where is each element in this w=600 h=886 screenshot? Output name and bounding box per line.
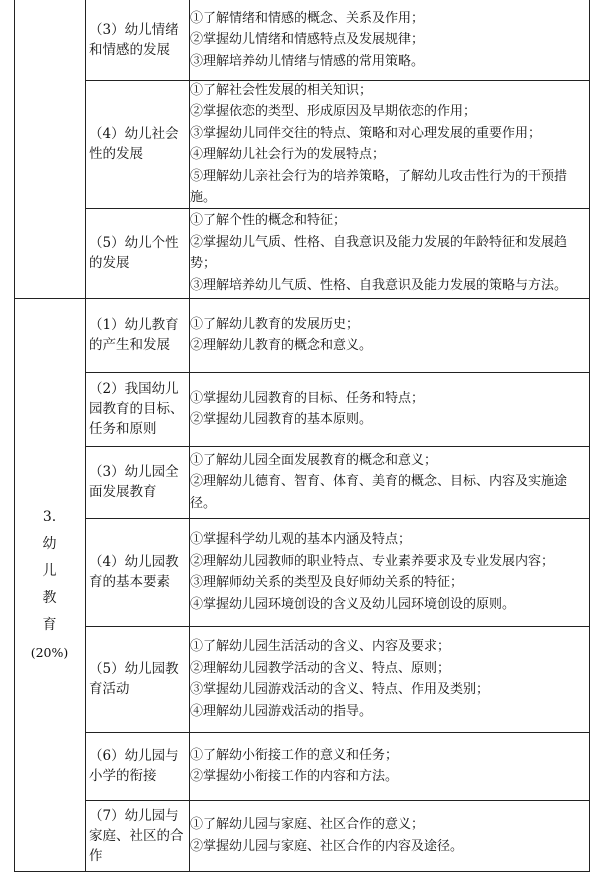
topic-cell bbox=[85, 372, 189, 446]
requirement-item: ③理解培养幼儿情绪与情感的常用策略。 bbox=[190, 53, 425, 69]
topic-cell bbox=[85, 0, 189, 80]
table-row bbox=[85, 0, 590, 80]
requirements-cell bbox=[189, 208, 590, 298]
topic-cell bbox=[85, 800, 189, 871]
requirement-item: ③理解师幼关系的类型及良好师幼关系的特征； bbox=[190, 575, 464, 590]
requirement-item: ④理解幼儿园游戏活动的指导。 bbox=[190, 703, 373, 719]
table-border-bottom bbox=[14, 871, 590, 872]
syllabus-table bbox=[14, 0, 590, 872]
topic-text: （7）幼儿园与家庭、社区的合作 bbox=[89, 807, 184, 864]
table-row bbox=[85, 446, 590, 518]
topic-text: （4）幼儿园教育的基本要素 bbox=[89, 554, 179, 590]
table-row bbox=[85, 800, 590, 871]
requirement-item: ②掌握幼儿气质、性格、自我意识及能力发展的年龄特征和发展趋势； bbox=[190, 234, 568, 271]
topic-text: （1）幼儿教育的产生和发展 bbox=[89, 317, 179, 353]
requirements-cell bbox=[189, 372, 590, 446]
table-row bbox=[85, 732, 590, 800]
requirement-item: ③掌握幼儿同伴交往的特点、策略和对心理发展的重要作用； bbox=[190, 125, 542, 141]
topic-cell bbox=[85, 208, 189, 298]
topic-cell bbox=[85, 446, 189, 518]
requirement-item: ①掌握幼儿园教育的目标、任务和特点； bbox=[190, 390, 425, 406]
requirement-item: ①了解个性的概念和特征； bbox=[190, 213, 347, 228]
requirement-item: ①了解幼儿教育的发展历史； bbox=[190, 316, 360, 332]
requirement-item: ②掌握幼儿园教育的基本原则。 bbox=[190, 412, 373, 427]
requirement-item: ③理解培养幼儿气质、性格、自我意识及能力发展的策略与方法。 bbox=[190, 277, 568, 293]
topic-cell bbox=[85, 80, 189, 208]
requirement-item: ②掌握幼小衔接工作的内容和方法。 bbox=[190, 769, 399, 784]
table-row bbox=[85, 298, 590, 372]
table-row bbox=[85, 372, 590, 446]
area-char: 幼 bbox=[42, 536, 57, 552]
requirement-item: ①掌握科学幼儿观的基本内涵及特点； bbox=[190, 532, 412, 547]
topic-cell bbox=[85, 732, 189, 800]
requirement-item: ①了解幼小衔接工作的意义和任务； bbox=[190, 747, 399, 763]
topic-text: （3）幼儿情绪和情感的发展 bbox=[89, 22, 179, 58]
requirements-cell bbox=[189, 800, 590, 871]
requirement-item: ④掌握幼儿园环境创设的含义及幼儿园环境创设的原则。 bbox=[190, 596, 516, 612]
table-row bbox=[85, 518, 590, 626]
requirement-item: ②理解幼儿园教学活动的含义、特点、原则； bbox=[190, 660, 451, 676]
topic-text: （6）幼儿园与小学的衔接 bbox=[89, 748, 179, 784]
requirement-item: ①了解社会性发展的相关知识； bbox=[190, 82, 373, 98]
requirement-item: ②理解幼儿教育的概念和意义。 bbox=[190, 338, 373, 353]
area-weight: (20%) bbox=[30, 645, 69, 660]
requirements-cell bbox=[189, 732, 590, 800]
topic-text: （3）幼儿园全面发展教育 bbox=[89, 464, 179, 500]
content-area-cell bbox=[14, 298, 85, 872]
requirement-item: ②掌握幼儿情绪和情感特点及发展规律； bbox=[190, 32, 425, 48]
requirement-item: ①了解幼儿园全面发展教育的概念和意义； bbox=[190, 452, 438, 468]
requirements-cell bbox=[189, 626, 590, 732]
requirement-item: ②掌握幼儿园与家庭、社区合作的内容及途径。 bbox=[190, 838, 464, 854]
area-number: 3. bbox=[42, 509, 57, 525]
requirements-cell bbox=[189, 80, 590, 208]
requirements-cell bbox=[189, 446, 590, 518]
topic-text: （4）幼儿社会性的发展 bbox=[89, 126, 179, 162]
requirement-item: ④理解幼儿社会行为的发展特点； bbox=[190, 147, 386, 162]
requirement-item: ①了解幼儿园生活活动的含义、内容及要求； bbox=[190, 639, 451, 654]
requirements-cell bbox=[189, 298, 590, 372]
requirement-item: ②理解幼儿德育、智育、体育、美育的概念、目标、内容及实施途径。 bbox=[190, 474, 568, 511]
area-char: 儿 bbox=[42, 563, 57, 579]
requirement-item: ⑤理解幼儿亲社会行为的培养策略，了解幼儿攻击性行为的干预措施。 bbox=[190, 168, 568, 205]
requirement-item: ②掌握依恋的类型、形成原因及早期依恋的作用； bbox=[190, 104, 477, 119]
area-char: 教 bbox=[42, 590, 57, 606]
table-row bbox=[85, 626, 590, 732]
topic-text: （2）我国幼儿园教育的目标、任务和原则 bbox=[89, 381, 184, 437]
area-char: 育 bbox=[42, 617, 57, 633]
topic-text: （5）幼儿个性的发展 bbox=[89, 235, 179, 271]
requirement-item: ①了解情绪和情感的概念、关系及作用； bbox=[190, 10, 425, 26]
requirement-item: ③掌握幼儿园游戏活动的含义、特点、作用及类别； bbox=[190, 682, 490, 697]
table-row bbox=[85, 208, 590, 298]
topic-cell bbox=[85, 298, 189, 372]
requirements-cell bbox=[189, 0, 590, 80]
table-row bbox=[85, 80, 590, 208]
topic-text: （5）幼儿园教育活动 bbox=[89, 661, 179, 697]
topic-cell bbox=[85, 518, 189, 626]
requirement-item: ①了解幼儿园与家庭、社区合作的意义； bbox=[190, 817, 425, 832]
topic-cell bbox=[85, 626, 189, 732]
requirement-item: ②理解幼儿园教师的职业特点、专业素养要求及专业发展内容； bbox=[190, 553, 555, 569]
requirements-cell bbox=[189, 518, 590, 626]
